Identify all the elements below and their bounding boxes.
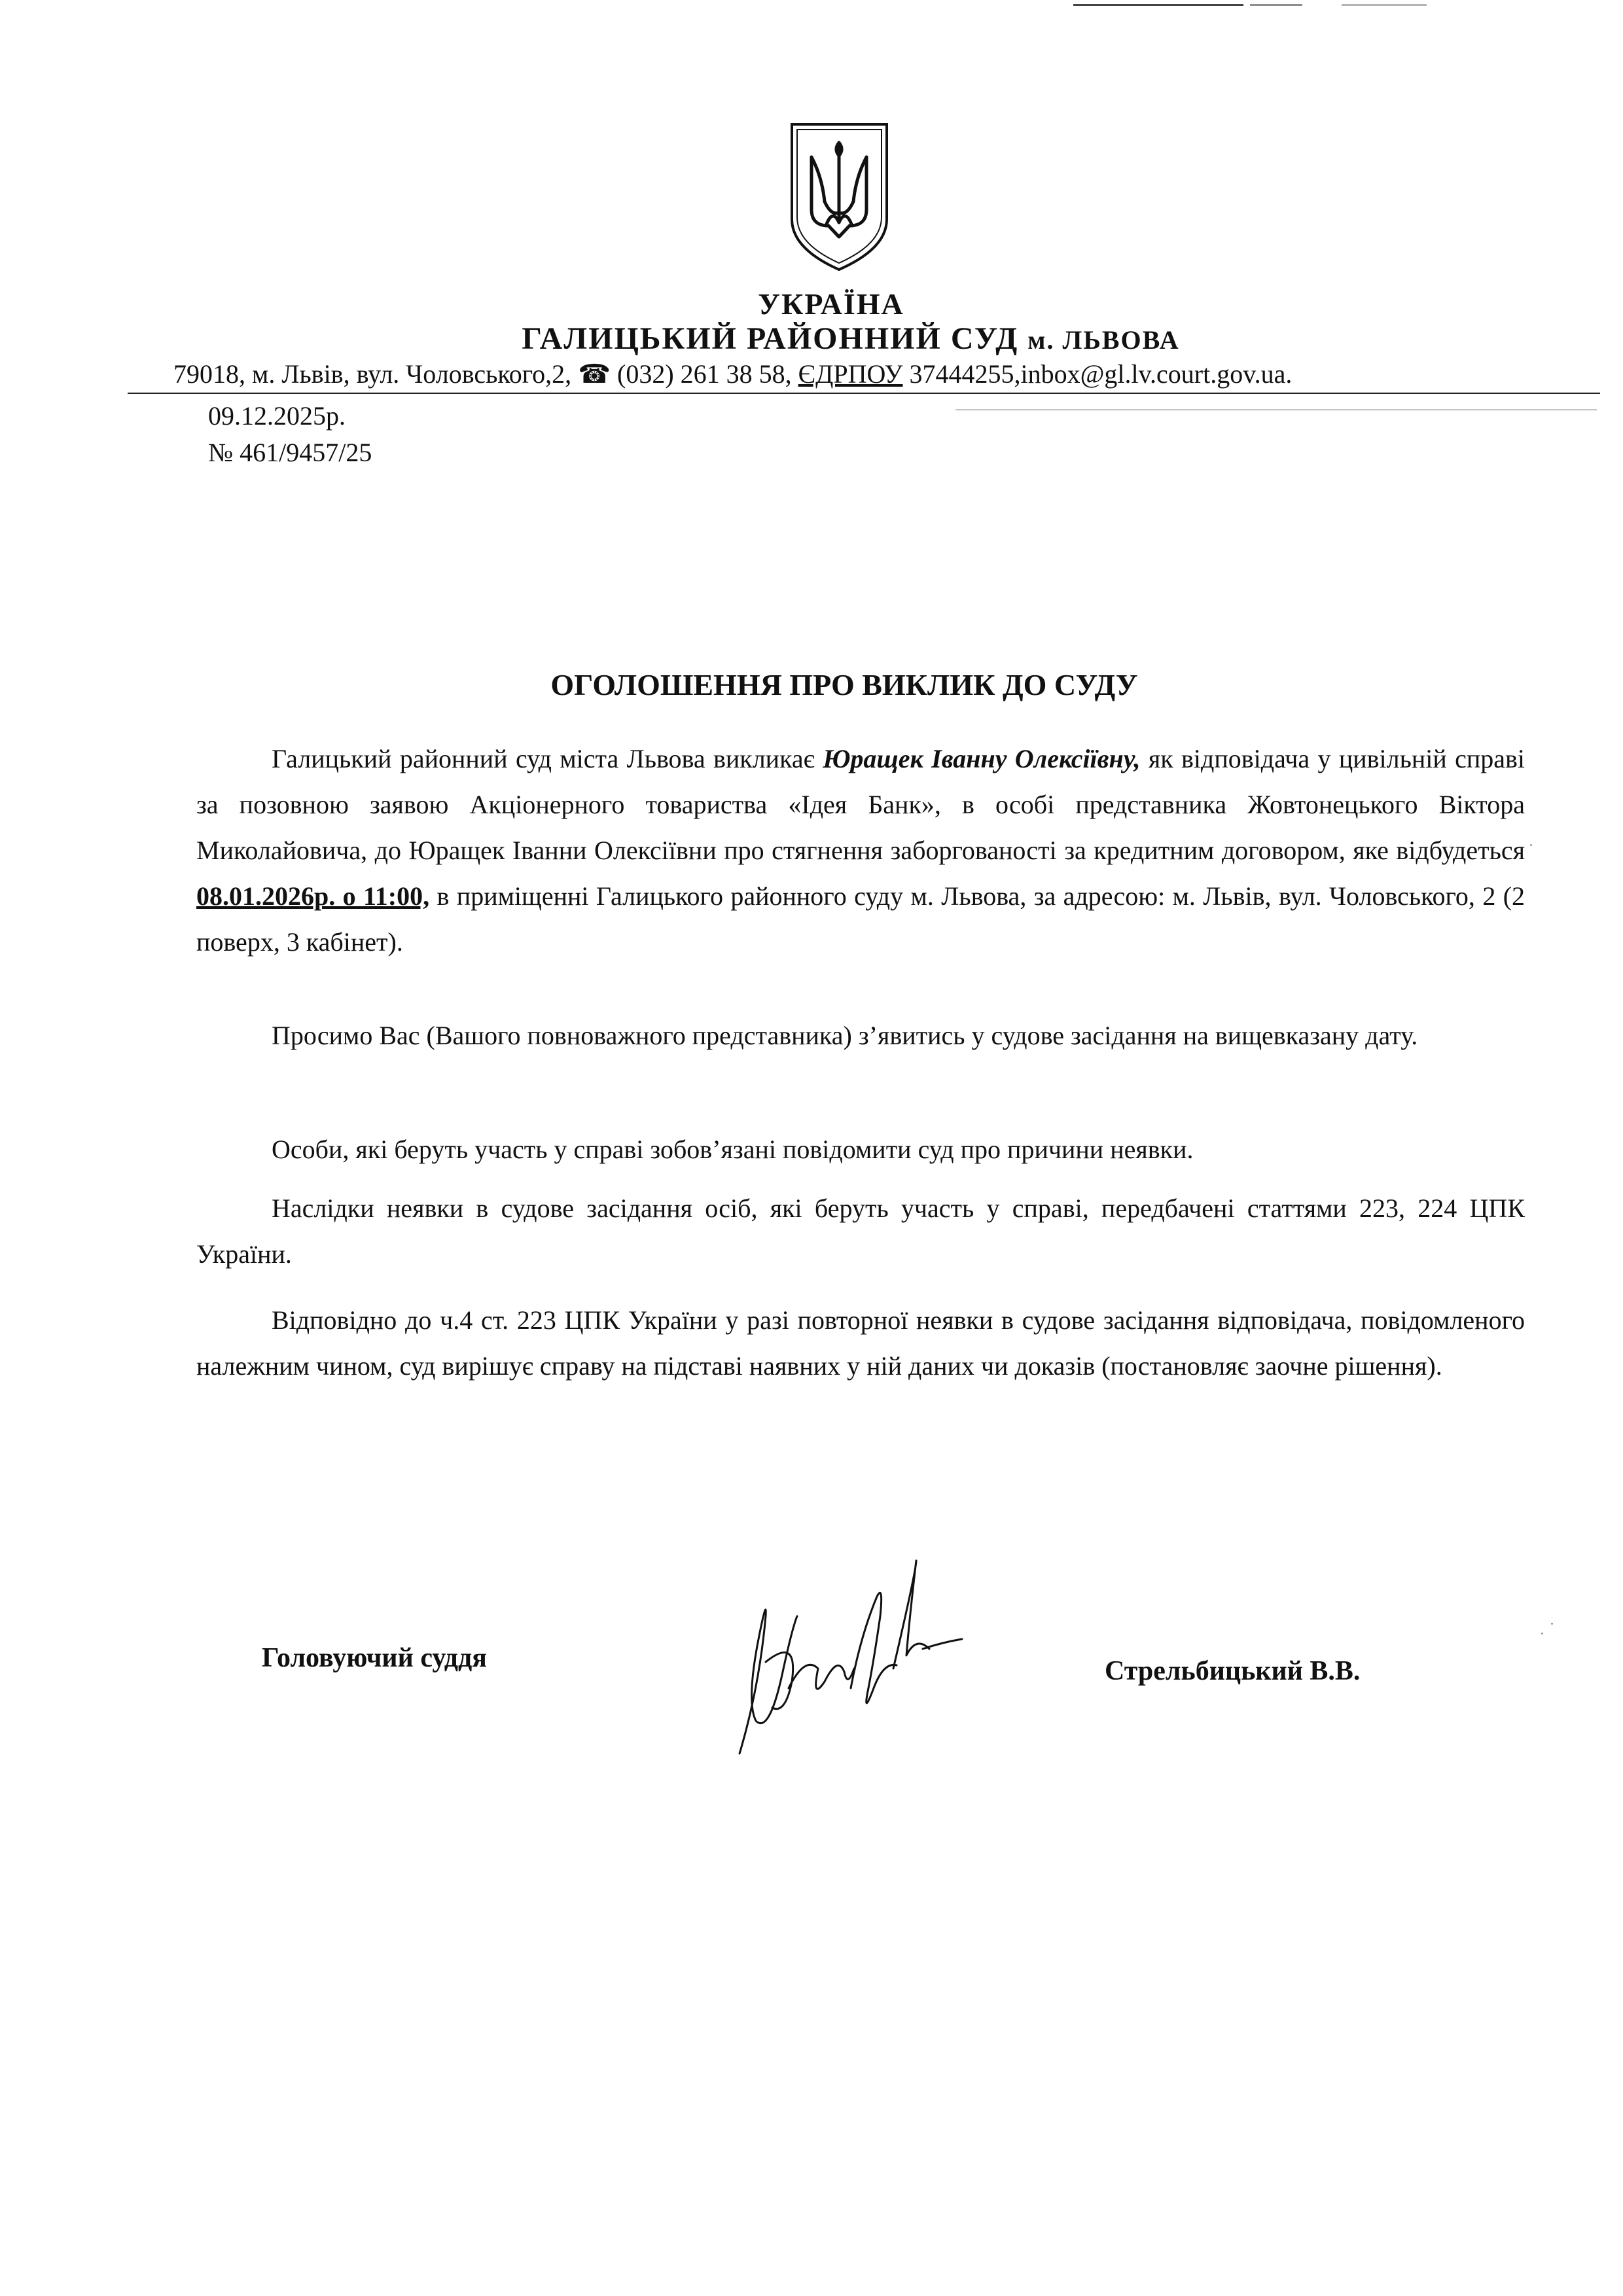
obligation-paragraph: Особи, які беруть участь у справі зобов’язані повідомити суд про причини неявки. (272, 1135, 1194, 1164)
consequences-paragraph: Наслідки неявки в судове засідання осіб, які беруть участь у справі, передбачені статтями 223, 224 ЦПК України. (196, 1193, 1525, 1269)
country-title: УКРАЇНА (758, 287, 904, 321)
case-number: № 461/9457/25 (208, 438, 372, 467)
summons-text-c: в приміщенні Галицького районного суду м. Львова, за адресою: м. Львів, вул. Чоловського, 2 (2 поверх, 3 кабінет). (196, 881, 1525, 957)
edrpou-email: 37444255,inbox@gl.lv.court.gov.ua. (909, 359, 1293, 389)
phone: (032) 261 38 58, (617, 359, 792, 389)
court-city: м. ЛЬВОВА (1027, 325, 1180, 355)
header-divider (128, 393, 1600, 394)
address: 79018, м. Львів, вул. Чоловського,2, (173, 359, 572, 389)
scan-speck (1530, 844, 1532, 846)
scan-mark (1342, 4, 1427, 6)
scan-speck (1551, 1623, 1553, 1625)
document-title: ОГОЛОШЕННЯ ПРО ВИКЛИК ДО СУДУ (550, 668, 1138, 701)
scan-mark (1073, 4, 1243, 6)
request-paragraph: Просимо Вас (Вашого повноважного представника) з’явитись у судове засідання на вищевказану дату. (272, 1021, 1418, 1050)
default-judgment-paragraph: Відповідно до ч.4 ст. 223 ЦПК України у разі повторної неявки в судове засідання відповідача, повідомленого належним чином, суд вирішує справу на підставі наявних у ній даних чи доказів (постановляє заочне рішення). (196, 1305, 1525, 1381)
phone-icon: ☎ (578, 359, 611, 389)
edrpou-label: ЄДРПОУ (798, 359, 903, 389)
summons-text-b: як відповідача у цивільній справі за позовною заявою Акціонерного товариства «Ідея Банк», в особі представника Жовтонецького Віктора Миколайовича, до Юращек Іванни Олексіївни про стягнення заборгованості за кредитним договором, яке відбудеться (196, 744, 1525, 865)
summons-text-a: Галицький районний суд міста Львова викликає (272, 744, 815, 773)
defendant-name: Юращек Іванну Олексіївну, (823, 744, 1141, 773)
scan-speck (1541, 1633, 1543, 1634)
document-date: 09.12.2025р. (208, 401, 346, 431)
judge-name: Стрельбицький В.В. (1105, 1656, 1361, 1686)
scan-mark (1250, 4, 1302, 6)
summons-paragraph (196, 736, 1525, 965)
court-name: ГАЛИЦЬКИЙ РАЙОННИЙ СУД (522, 321, 1019, 356)
coat-of-arms-icon (785, 118, 893, 275)
court-address-line (173, 359, 1292, 389)
judge-position: Головуючий суддя (262, 1643, 487, 1673)
court-title (0, 321, 1623, 357)
judge-signature (720, 1557, 969, 1773)
hearing-datetime: 08.01.2026р. о 11:00, (196, 881, 430, 911)
